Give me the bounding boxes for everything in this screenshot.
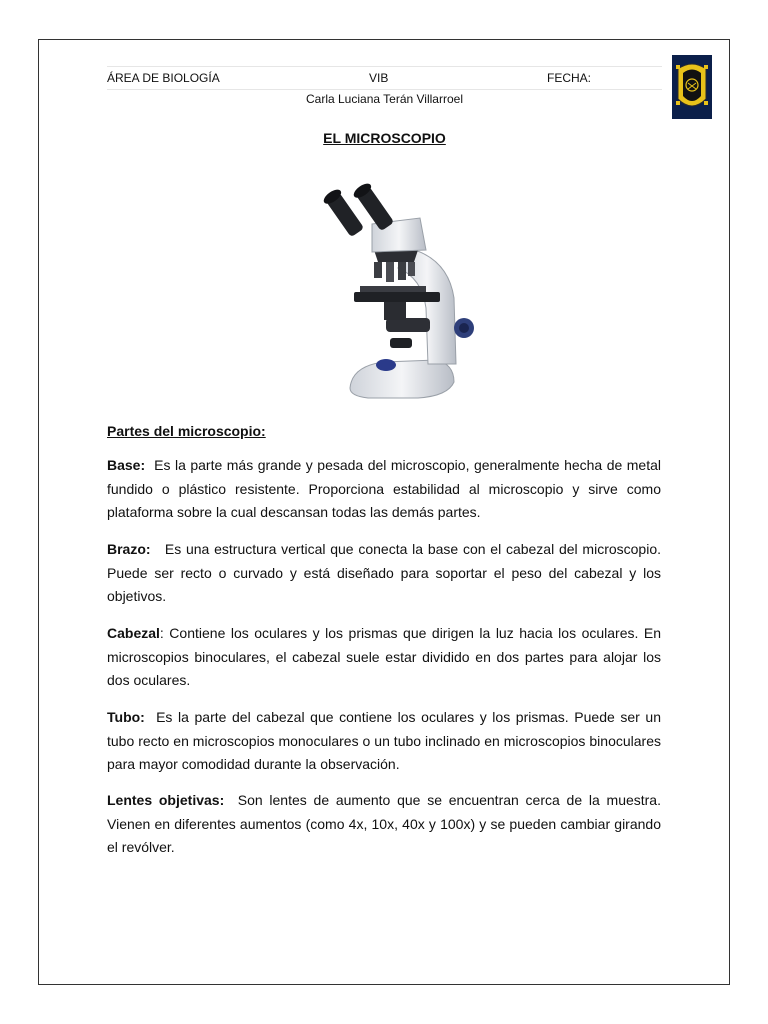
part-term: Brazo:	[107, 541, 151, 557]
part-term: Tubo:	[107, 709, 145, 725]
part-term: Cabezal	[107, 625, 160, 641]
school-crest-icon	[672, 55, 712, 119]
part-term: Base:	[107, 457, 146, 473]
header-date-label: FECHA:	[547, 71, 592, 85]
part-description: : Contiene los oculares y los prismas que dirigen la luz hacia los oculares. En microscopios binoculares, el cabezal suele estar dividido en dos partes para alojar los dos oculares.	[107, 625, 661, 688]
part-description: Son lentes de aumento que se encuentran cerca de la muestra. Vienen en diferentes aumentos (como 4x, 10x, 40x y 100x) y se pueden cambiar girando el revólver.	[107, 792, 661, 855]
part-tube	[107, 706, 661, 777]
part-description: Es una estructura vertical que conecta la base con el cabezal del microscopio. Puede ser recto o curvado y está diseñado para soportar el peso del cabezal y los objetivos.	[107, 541, 661, 604]
part-term: Lentes objetivas:	[107, 792, 225, 808]
part-base	[107, 454, 661, 525]
microscope-icon	[298, 168, 490, 406]
header-row	[107, 66, 662, 90]
author-name: Carla Luciana Terán Villarroel	[306, 92, 463, 106]
part-description: Es la parte del cabezal que contiene los oculares y los prismas. Puede ser un tubo recto en microscopios monoculares o un tubo inclinado en microscopios binoculares para mayor comodidad durante la observación.	[107, 709, 662, 772]
part-head	[107, 622, 661, 693]
part-objective-lenses	[107, 789, 661, 860]
header-area: ÁREA DE BIOLOGÍA	[107, 71, 220, 85]
part-description: Es la parte más grande y pesada del microscopio, generalmente hecha de metal fundido o plástico resistente. Proporciona estabilidad al microscopio y sirve como plataforma sobre la cual descansan todas las demás partes.	[107, 457, 662, 520]
header-grade: VIB	[369, 71, 389, 85]
document-title: EL MICROSCOPIO	[323, 130, 446, 146]
part-arm	[107, 538, 661, 609]
section-heading: Partes del microscopio:	[107, 423, 266, 439]
